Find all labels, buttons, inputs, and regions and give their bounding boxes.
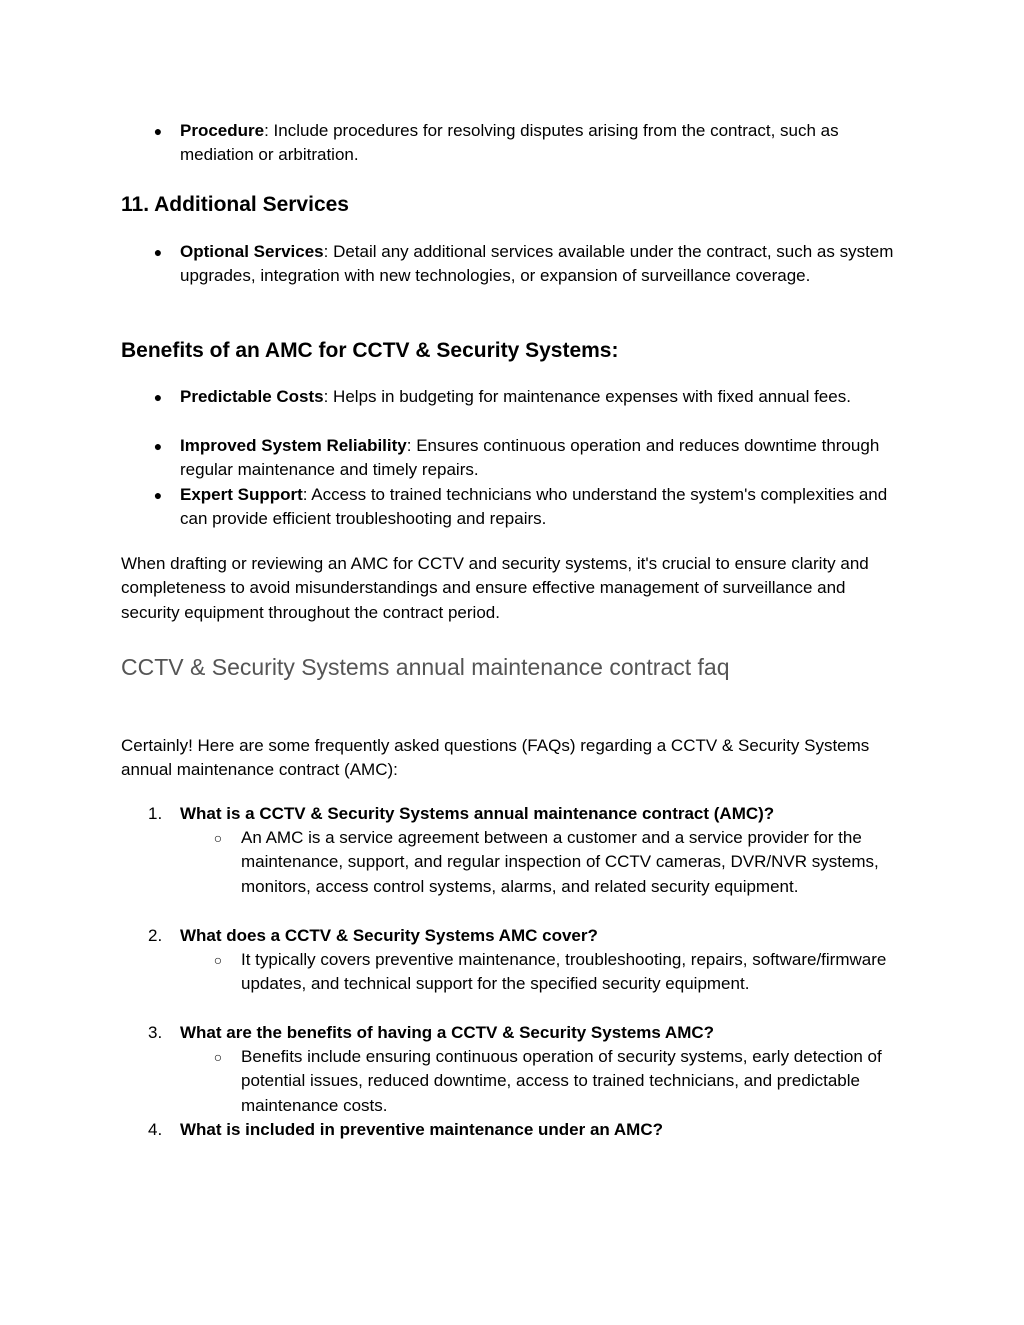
- bullet-description: : Ensures continuous operation and reduces downtime through regular maintenance and timely repairs.: [180, 436, 880, 480]
- bullet-term: Optional Services: [180, 242, 324, 261]
- faq-question-text: What are the benefits of having a CCTV & Security Systems AMC?: [180, 1023, 715, 1042]
- faq-question-text: What is a CCTV & Security Systems annual maintenance contract (AMC)?: [180, 804, 775, 823]
- procedure-bullet-item: [180, 119, 900, 168]
- section-heading: 11. Additional Services: [121, 193, 349, 216]
- bullet-description: : Helps in budgeting for maintenance expenses with fixed annual fees.: [323, 387, 851, 406]
- bullet-icon: ●: [153, 244, 163, 260]
- list-number: 3.: [148, 1023, 163, 1042]
- closing-paragraph: When drafting or reviewing an AMC for CCTV and security systems, it's crucial to ensure clarity and completeness to avoid misunderstandings and ensure effective management of surveillance and security equipment throughout the contract period.: [121, 554, 869, 622]
- bullet-description: : Include procedures for resolving disputes arising from the contract, such as mediation or arbitration.: [180, 121, 839, 165]
- faq-question-text: What does a CCTV & Security Systems AMC cover?: [180, 926, 598, 945]
- list-number: 2.: [148, 926, 163, 945]
- faq-question: [180, 802, 900, 826]
- list-number: 1.: [148, 804, 163, 823]
- optional-services-bullet-item: [180, 240, 900, 289]
- bullet-term: Predictable Costs: [180, 387, 324, 406]
- faq-question: [180, 1021, 900, 1045]
- bullet-term: Expert Support: [180, 485, 303, 504]
- bullet-description: : Detail any additional services available under the contract, such as system upgrades, integration with new technologies, or expansion of surveillance coverage.: [180, 242, 894, 286]
- benefit-bullet-item: [180, 385, 900, 409]
- bullet-description: : Access to trained technicians who understand the system's complexities and can provide efficient troubleshooting and repairs.: [180, 485, 888, 529]
- list-number: 4.: [148, 1120, 163, 1139]
- sub-bullet-icon: ○: [213, 952, 223, 968]
- faq-question: [180, 924, 900, 948]
- benefit-bullet-item: [180, 483, 900, 532]
- faq-answer: An AMC is a service agreement between a customer and a service provider for the maintenance, support, and regular inspection of CCTV cameras, DVR/NVR systems, monitors, access control systems, alarms, and related security equipment.: [241, 828, 879, 896]
- bullet-icon: ●: [153, 389, 163, 405]
- sub-bullet-icon: ○: [213, 1049, 223, 1065]
- faq-title: CCTV & Security Systems annual maintenance contract faq: [121, 654, 730, 680]
- faq-intro: Certainly! Here are some frequently asked questions (FAQs) regarding a CCTV & Security Systems annual maintenance contract (AMC):: [121, 736, 870, 780]
- bullet-icon: ●: [153, 438, 163, 454]
- faq-answer: It typically covers preventive maintenance, troubleshooting, repairs, software/firmware updates, and technical support for the specified security equipment.: [241, 950, 887, 994]
- bullet-term: Improved System Reliability: [180, 436, 407, 455]
- bullet-term: Procedure: [180, 121, 265, 140]
- faq-question: [180, 1118, 900, 1142]
- bullet-icon: ●: [153, 487, 163, 503]
- sub-bullet-icon: ○: [213, 830, 223, 846]
- benefits-heading: Benefits of an AMC for CCTV & Security Systems:: [121, 339, 619, 362]
- benefit-bullet-item: [180, 434, 900, 483]
- bullet-icon: ●: [153, 123, 163, 139]
- faq-question-text: What is included in preventive maintenance under an AMC?: [180, 1120, 664, 1139]
- faq-answer: Benefits include ensuring continuous operation of security systems, early detection of potential issues, reduced downtime, access to trained technicians, and predictable maintenance costs.: [241, 1047, 882, 1115]
